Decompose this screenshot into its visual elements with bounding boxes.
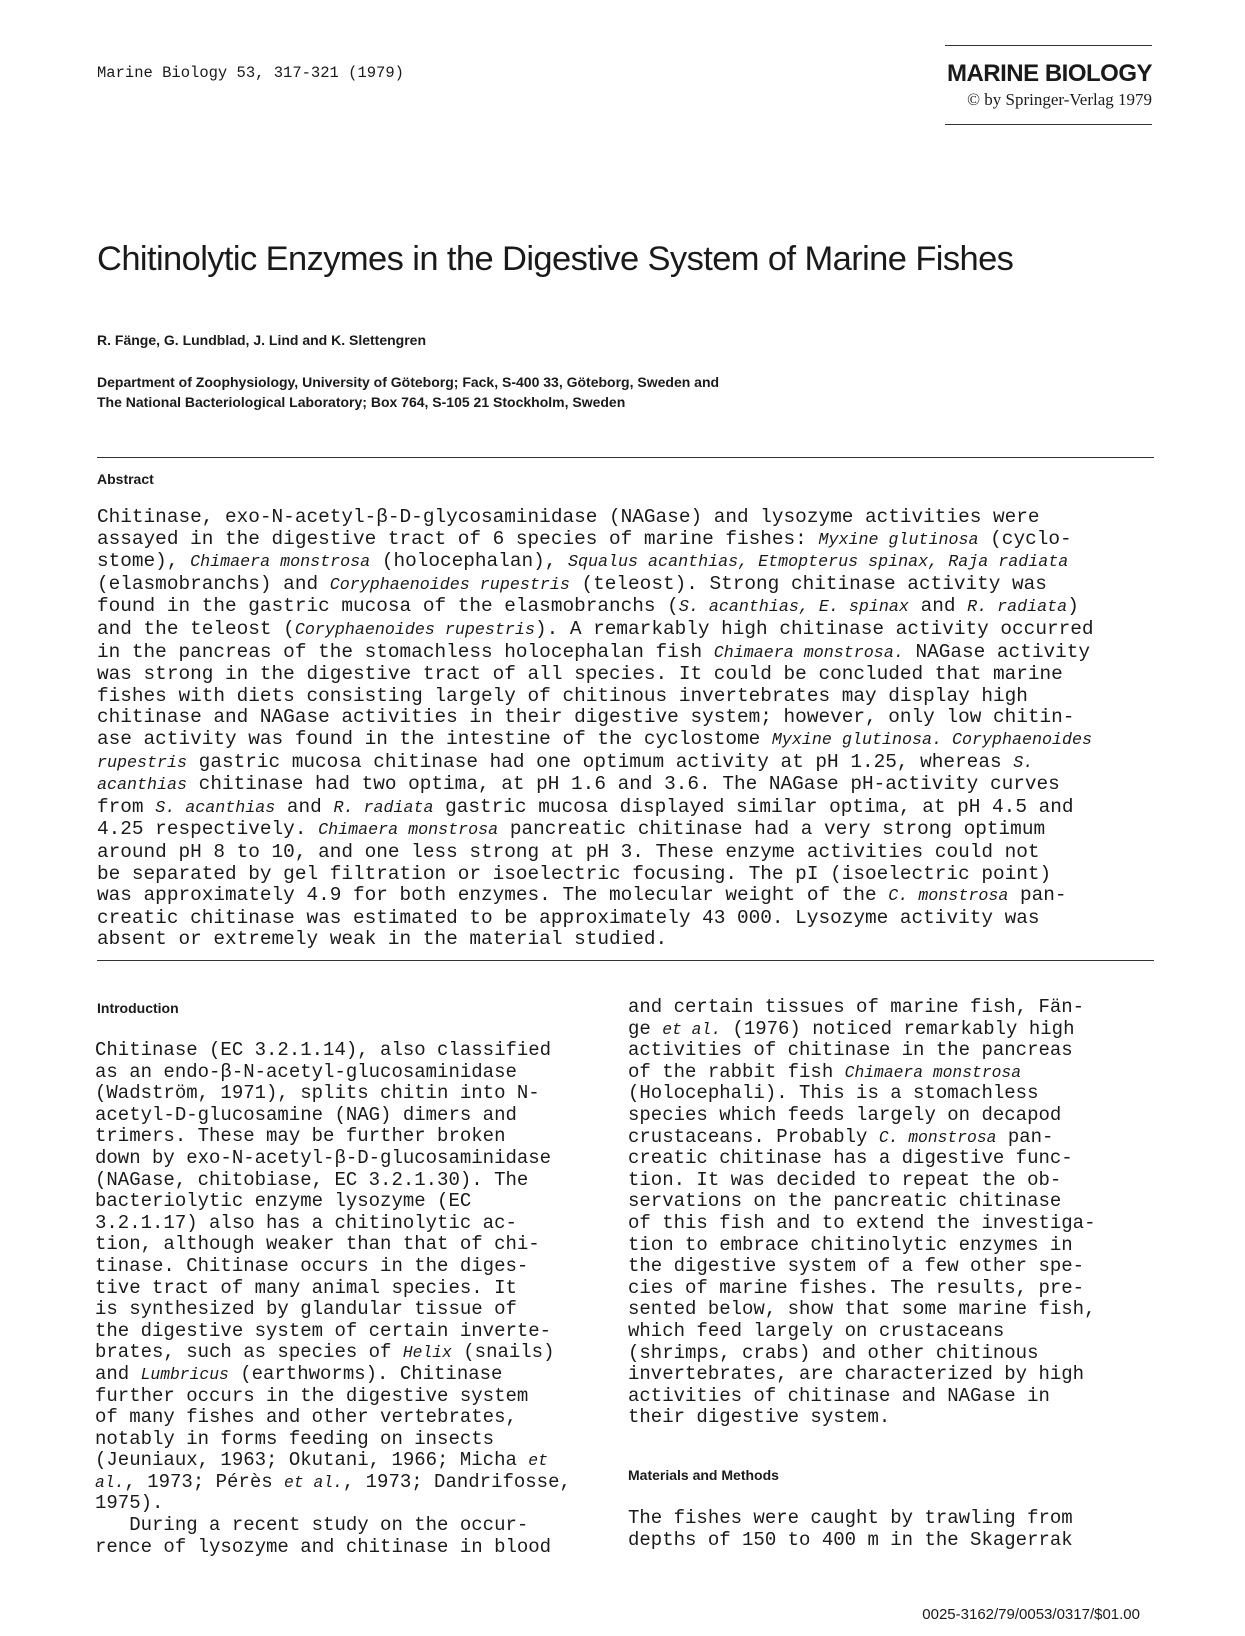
text-run: (snails) and [95, 1341, 555, 1385]
text-run: (earthworms). Chitinase further occurs in the digestive system of many fishes and other vertebrates, notably in forms feeding on insects (Jeuniaux, 1963; Okutani, 1966; Micha [95, 1362, 529, 1472]
species-name: Myxine glutinosa [818, 530, 979, 550]
text-run: chitinase had two optima, at pH 1.6 and 3.6. The NAGase pH-activity curves from [97, 773, 1060, 818]
article-code: 0025-3162/79/0053/0317/$01.00 [922, 1606, 1140, 1623]
introduction-left-column [95, 1040, 615, 1558]
text-run: pan- creatic chitinase has a digestive func- tion. It was decided to repeat the ob- servations on the pancreatic chitinase of this fish and to extend the investiga- tion to embrace chitinolytic enzymes in the digestive system of a few other spe- cies of marine fishes. The results, pre- sented below, show that some marine fish, which feed largely on crustaceans (shrimps, crabs) and other chitinous invertebrates, are characterized by high activities of chitinase and NAGase in their digestive system. [628, 1125, 1096, 1429]
abstract-body [97, 507, 1165, 951]
species-name: Coryphaenoides rupestris [329, 575, 570, 595]
text-run: (holocephalan), [370, 550, 569, 573]
text-run: pancreatic chitinase had a very strong optimum around pH 8 to 10, and one less strong at pH 3. These enzyme activities could not be separated by gel filtration or isoelectric focusing. The pI (isoelectric point) was approximately 4.9 for both enzymes. The molecular weight of the [97, 818, 1052, 907]
species-name: Chimaera monstrosa [844, 1062, 1022, 1082]
species-name: Chimaera monstrosa [190, 553, 371, 573]
introduction-right-column [628, 997, 1168, 1429]
text-run: pan- creatic chitinase was estimated to be approximately 43 000. Lysozyme activity was absent or extremely weak in the material studied. [97, 884, 1067, 951]
methods-text: The fishes were caught by trawling from depths of 150 to 400 m in the Skagerrak [628, 1507, 1073, 1551]
species-name: C. monstrosa [878, 1127, 997, 1147]
citation: Marine Biology 53, 317-321 (1979) [97, 64, 404, 82]
species-name: Myxine glutinosa. Coryphaenoides rupestris [97, 730, 1093, 773]
text-run: , 1973; Dandrifosse, 1975). During a recent study on the occur- rence of lysozyme and chitinase in blood [95, 1470, 571, 1558]
text-run: (cyclo- stome), [97, 527, 1072, 573]
text-run: (Holocephali). This is a stomachless species which feeds largely on decapod crustaceans. Probably [628, 1082, 1062, 1148]
journal-rule-bottom [945, 124, 1152, 125]
citation-etal: et al. [284, 1472, 343, 1492]
affiliation-line: The National Bacteriological Laboratory; Box 764, S-105 21 Stockholm, Sweden [97, 394, 626, 410]
affiliation-line: Department of Zoophysiology, University of Göteborg; Fack, S-400 33, Göteborg, Sweden and [97, 374, 720, 390]
authors: R. Fänge, G. Lundblad, J. Lind and K. Slettengren [97, 332, 427, 348]
text-run: (1976) noticed remarkably high activities of chitinase in the pancreas of the rabbit fish [628, 1017, 1075, 1083]
text-run: ) and the teleost ( [97, 595, 1079, 640]
species-name: Coryphaenoides rupestris [294, 620, 535, 640]
species-name: R. radiata [333, 798, 434, 818]
text-run: and [275, 795, 334, 818]
text-run: (elasmobranchs) and [97, 572, 319, 595]
citation-etal: et al. [95, 1451, 548, 1492]
species-name: Lumbricus [140, 1364, 229, 1384]
text-run: NAGase activity was strong in the digestive tract of all species. It could be concluded that marine fishes with diets consisting largely of chitinous invertebrates may display high chitinase and NAGase activities in their digestive system; however, only low chitin- ase activity was found in the intestine of the cyclostome [97, 640, 1091, 750]
article-title: Chitinolytic Enzymes in the Digestive System of Marine Fishes [97, 240, 1014, 278]
species-name: Chimaera monstrosa [318, 821, 499, 841]
abstract-heading: Abstract [97, 471, 154, 487]
species-name: Helix [402, 1343, 452, 1363]
species-name: C. monstrosa [888, 887, 1009, 907]
publisher: © by Springer-Verlag 1979 [967, 90, 1152, 109]
introduction-heading: Introduction [97, 1000, 179, 1016]
text-run: gastric mucosa chitinase had one optimum activity at pH 1.25, whereas [187, 750, 1014, 773]
text-run: (teleost). Strong chitinase activity was found in the gastric mucosa of the elasmobranchs ( [97, 572, 1047, 618]
journal-rule-top [945, 45, 1152, 46]
text-run: and certain tissues of marine fish, Fän- ge [628, 996, 1085, 1040]
species-name: Chimaera monstrosa. [713, 643, 904, 663]
journal-header [945, 45, 1152, 125]
citation-etal: et al. [662, 1019, 722, 1039]
text-run: and [908, 595, 968, 618]
methods-heading: Materials and Methods [628, 1467, 779, 1483]
affiliation [97, 372, 719, 412]
abstract-rule-top [97, 457, 1154, 458]
journal-name: MARINE BIOLOGY [946, 60, 1152, 87]
species-name: Squalus acanthias, Etmopterus spinax, Raja radiata [568, 553, 1069, 573]
species-name: S. acanthias [155, 798, 276, 818]
species-name: S. acanthias [97, 753, 1034, 796]
text-run: ). A remarkably high chitinase activity occurred in the pancreas of the stomachless holocephalan fish [97, 617, 1094, 663]
text-run: Chitinase, exo-N-acetyl-β-D-glycosaminidase (NAGase) and lysozyme activities were assayed in the digestive tract of 6 species of marine fishes: [97, 506, 1040, 550]
text-run: Chitinase (EC 3.2.1.14), also classified as an endo-β-N-acetyl-glucosaminidase (Wadström, 1971), splits chitin into N- acetyl-D-glucosamine (NAG) dimers and trimers. These may be further broken down by exo-N-acetyl-β-D-glucosaminidase (NAGase, chitobiase, EC 3.2.1.30). The bacteriolytic enzyme lysozyme (EC 3.2.1.17) also has a chitinolytic ac- tion, although weaker than that of chi- tinase. Chitinase occurs in the diges- tive tract of many animal species. It is synthesized by glandular tissue of the digestive system of certain inverte- brates, such as species of [95, 1039, 552, 1364]
abstract-rule-bottom [97, 960, 1154, 961]
text-run: , 1973; Pérès [124, 1470, 285, 1493]
species-name: R. radiata [967, 598, 1068, 618]
text-run: gastric mucosa displayed similar optima, at pH 4.5 and 4.25 respectively. [97, 795, 1074, 841]
species-name: S. acanthias, E. spinax [678, 598, 909, 618]
